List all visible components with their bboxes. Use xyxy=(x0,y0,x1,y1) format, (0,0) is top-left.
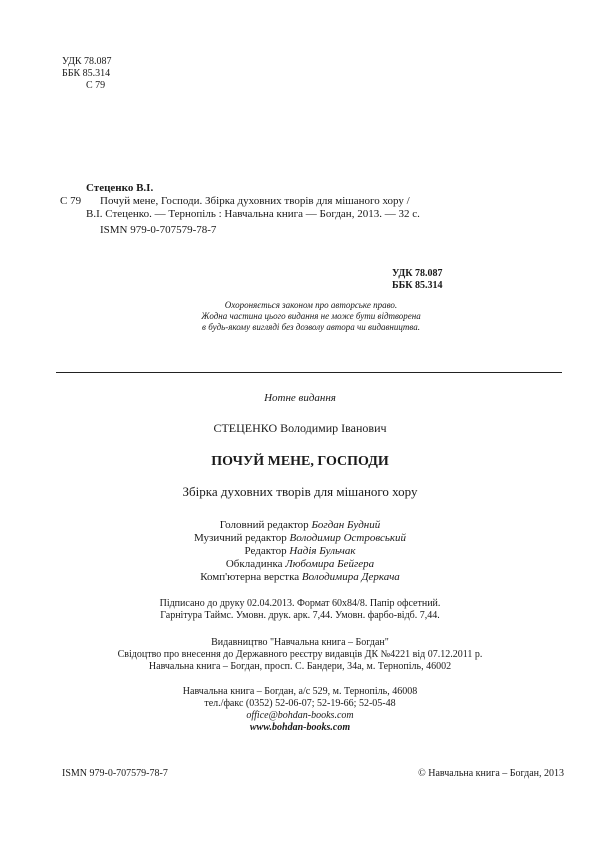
edition-type: Нотне видання xyxy=(264,392,336,404)
credit-line xyxy=(0,532,600,545)
author-mark: С 79 xyxy=(86,80,106,91)
bbk-code: ББК 85.314 xyxy=(62,68,111,79)
contact-website[interactable]: www.bohdan-books.com xyxy=(249,722,351,733)
catalog-mark: С 79 xyxy=(60,195,82,207)
credit-role: Редактор xyxy=(244,545,290,557)
catalog-ismn: ISMN 979-0-707579-78-7 xyxy=(100,224,217,236)
credit-name: Надія Бульчак xyxy=(289,545,356,557)
credit-role: Музичний редактор xyxy=(193,532,290,544)
copyright-notice-line: Жодна частина цього видання не може бути відтворена xyxy=(201,311,421,321)
credit-name: Володимир Островський xyxy=(289,532,406,544)
credits xyxy=(0,519,600,584)
copyright-notice-line: Охороняється законом про авторське право. xyxy=(224,300,398,310)
contact-phone: тел./факс (0352) 52-06-07; 52-19-66; 52-05-48 xyxy=(204,698,396,709)
contact-address: Навчальна книга – Богдан, а/с 529, м. Тернопіль, 46008 xyxy=(182,686,418,697)
author-full-name: СТЕЦЕНКО Володимир Іванович xyxy=(213,421,387,435)
print-info-line: Підписано до друку 02.04.2013. Формат 60х84/8. Папір офсетний. xyxy=(159,598,441,609)
credit-line xyxy=(0,519,600,532)
footer-ismn: ISMN 979-0-707579-78-7 xyxy=(62,768,168,779)
copyright-notice xyxy=(200,300,422,333)
catalog-line-2: В.І. Стеценко. — Тернопіль : Навчальна книга — Богдан, 2013. — 32 с. xyxy=(86,208,420,220)
book-title: ПОЧУЙ МЕНЕ, ГОСПОДИ xyxy=(211,454,389,469)
right-bbk-code: ББК 85.314 xyxy=(392,280,443,291)
contacts xyxy=(0,686,600,734)
credit-role: Головний редактор xyxy=(219,519,312,531)
copyright-notice-line: в будь-якому вигляді без дозволу автора чи видавництва. xyxy=(202,322,420,332)
publisher-line: Свідоцтво про внесення до Державного реєстру видавців ДК №4221 від 07.12.2011 р. xyxy=(117,649,483,660)
credit-line xyxy=(0,558,600,571)
credit-name: Любомира Бейгера xyxy=(285,558,375,570)
catalog-author: Стеценко В.І. xyxy=(86,182,154,194)
book-subtitle: Збірка духовних творів для мішаного хору xyxy=(182,484,418,499)
divider-rule xyxy=(56,372,562,373)
credit-role: Обкладинка xyxy=(225,558,286,570)
contact-email[interactable]: office@bohdan-books.com xyxy=(246,710,354,721)
credit-name: Богдан Будний xyxy=(311,519,381,531)
credit-role: Комп'ютерна верстка xyxy=(200,571,302,583)
print-info xyxy=(0,598,600,622)
publisher-line: Навчальна книга – Богдан, просп. С. Бандери, 34а, м. Тернопіль, 46002 xyxy=(148,661,452,672)
credit-name: Володимира Деркача xyxy=(301,571,400,583)
publisher-info xyxy=(0,637,600,673)
print-info-line: Гарнітура Таймс. Умовн. друк. арк. 7,44. Умовн. фарбо-відб. 7,44. xyxy=(160,610,440,621)
footer-copyright: © Навчальна книга – Богдан, 2013 xyxy=(418,768,564,779)
credit-line xyxy=(0,545,600,558)
right-udk-code: УДК 78.087 xyxy=(392,268,443,279)
publisher-line: Видавництво "Навчальна книга – Богдан" xyxy=(211,637,389,648)
credit-line xyxy=(0,571,600,584)
catalog-line-1: Почуй мене, Господи. Збірка духовних творів для мішаного хору / xyxy=(100,195,410,207)
udk-code: УДК 78.087 xyxy=(62,56,112,67)
